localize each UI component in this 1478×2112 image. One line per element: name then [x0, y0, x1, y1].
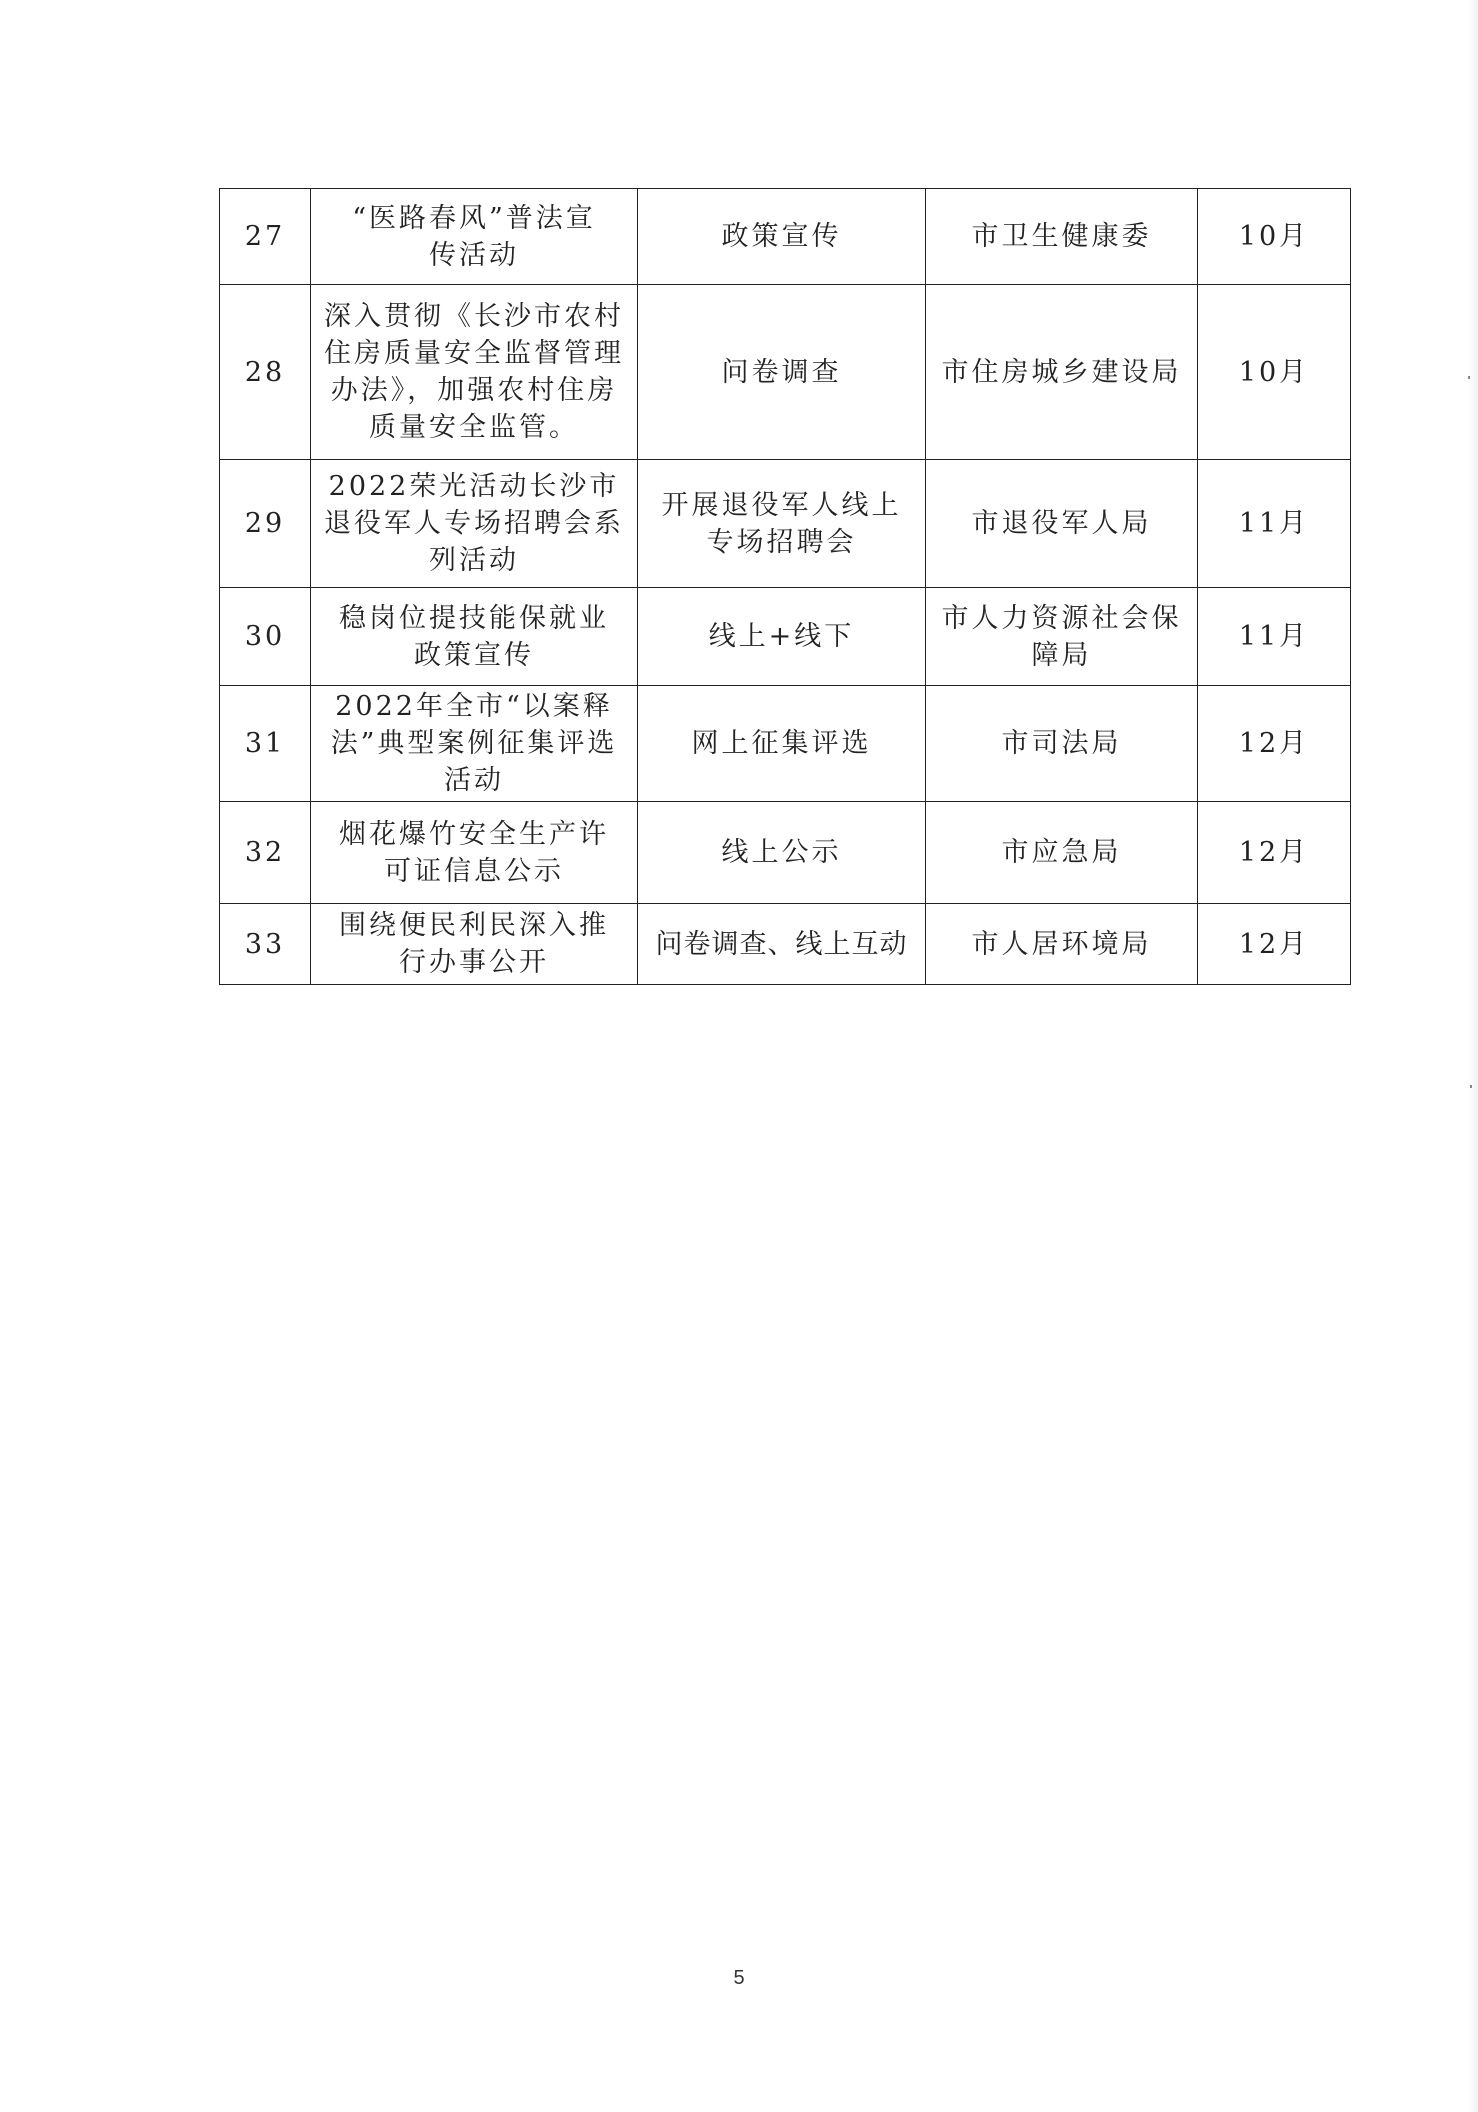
responsible-unit: 市人力资源社会保障局: [926, 588, 1198, 686]
row-number: 27: [220, 189, 311, 285]
activity-item: 深入贯彻《长沙市农村住房质量安全监督管理办法》，加强农村住房质量安全监管。: [311, 285, 638, 460]
activity-item: 稳岗位提技能保就业政策宣传: [311, 588, 638, 686]
activity-item: 2022年全市“以案释法”典型案例征集评选活动: [311, 686, 638, 802]
row-number: 28: [220, 285, 311, 460]
activity-time: 11月: [1198, 460, 1351, 588]
responsible-unit: 市卫生健康委: [926, 189, 1198, 285]
row-number: 31: [220, 686, 311, 802]
row-number: 30: [220, 588, 311, 686]
activity-time: 12月: [1198, 686, 1351, 802]
activity-time: 10月: [1198, 285, 1351, 460]
activity-time: 12月: [1198, 904, 1351, 985]
responsible-unit: 市住房城乡建设局: [926, 285, 1198, 460]
activity-form: 开展退役军人线上专场招聘会: [638, 460, 926, 588]
table-row: [220, 588, 1351, 686]
activity-form: 线上公示: [638, 802, 926, 904]
responsible-unit: 市退役军人局: [926, 460, 1198, 588]
table-row: [220, 285, 1351, 460]
schedule-table: [219, 188, 1351, 985]
table-row: [220, 686, 1351, 802]
activity-item: 围绕便民利民深入推行办事公开: [311, 904, 638, 985]
activity-form: 政策宣传: [638, 189, 926, 285]
activity-item: 烟花爆竹安全生产许可证信息公示: [311, 802, 638, 904]
activity-form: 问卷调查、线上互动: [638, 904, 926, 985]
scan-edge: [1468, 0, 1478, 2112]
page-number: 5: [733, 1967, 745, 1989]
activity-form: 问卷调查: [638, 285, 926, 460]
activity-time: 12月: [1198, 802, 1351, 904]
row-number: 33: [220, 904, 311, 985]
responsible-unit: 市司法局: [926, 686, 1198, 802]
responsible-unit: 市人居环境局: [926, 904, 1198, 985]
table-row: [220, 189, 1351, 285]
table-row: [220, 802, 1351, 904]
responsible-unit: 市应急局: [926, 802, 1198, 904]
row-number: 29: [220, 460, 311, 588]
activity-form: 网上征集评选: [638, 686, 926, 802]
activity-time: 10月: [1198, 189, 1351, 285]
activity-item: “医路春风”普法宣传活动: [311, 189, 638, 285]
table-row: [220, 904, 1351, 985]
table-row: [220, 460, 1351, 588]
scan-mark: [1468, 376, 1470, 379]
activity-form: 线上+线下: [638, 588, 926, 686]
row-number: 32: [220, 802, 311, 904]
scan-mark: [1470, 1085, 1472, 1088]
activity-time: 11月: [1198, 588, 1351, 686]
activity-item: 2022荣光活动长沙市退役军人专场招聘会系列活动: [311, 460, 638, 588]
